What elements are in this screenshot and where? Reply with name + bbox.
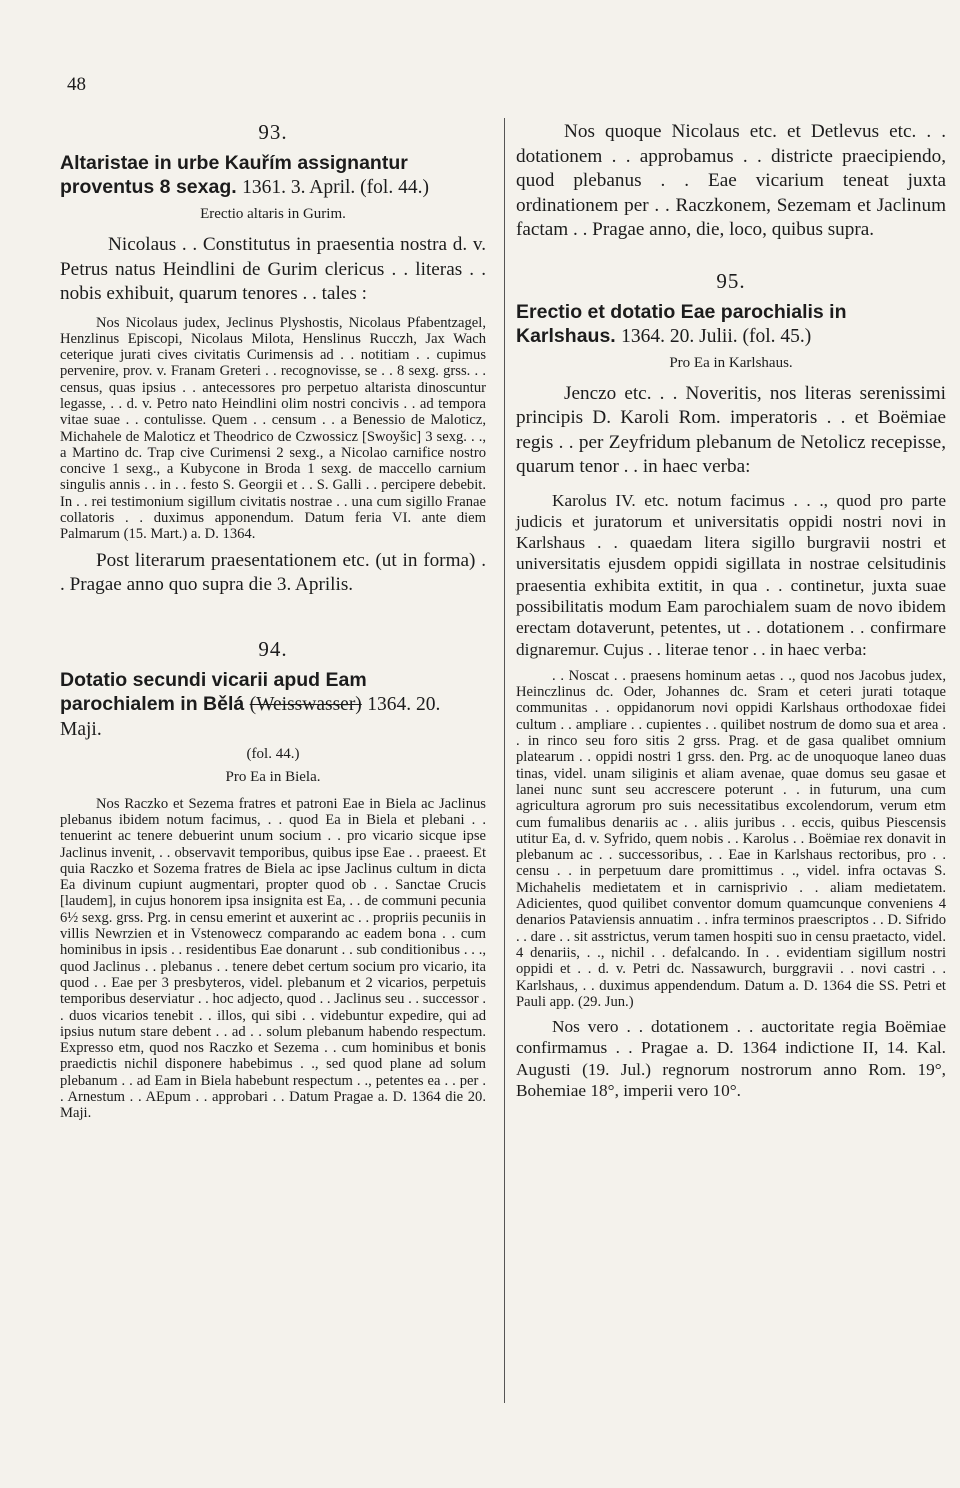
subhead-95: Pro Ea in Karlshaus. (669, 354, 793, 371)
closing-93: Post literarum praesentationem etc. (ut in forma) . . Pragae anno quo supra die 3. Aprilis. (60, 549, 486, 595)
subhead-93: Erectio altaris in Gurim. (200, 206, 346, 222)
document-number-95: 95. (716, 268, 746, 293)
subhead-94: Pro Ea in Biela. (225, 768, 321, 785)
intro-93: Nicolaus . . Constitutus in praesentia nostra d. v. Petrus natus Heindlini de Gurim clericus . . literas . . nobis exhibuit, quarum tenores . . tales : (60, 234, 486, 304)
heading-94-date: 1364. 20. Maji. (60, 693, 441, 740)
noscat-charter-95: . . Noscat . . praesens hominum aetas . ., quod nos Jacobus judex, Heinczlinus dc. Oder, Johannes dc. Sram et ceteri jurati totaque communitas . . oppidanorum novi oppidi Karlshaus orthodoxae fidei cultum . . ampliare . . cupientes . . quilibet nostrum de domo sua et area . . in rinco seu foro sitis 2 grss. Prag. et de gasa qualibet omnium platearum . . oppidi nostri 1 grss. den. Prg. ac de unoquoque laneo duas tinas, videl. unam siliginis et aliam avenae, quae domus seu gasae et lanei nunc sunt seu accrescere poterunt . . in futurum, una cum agricultura agrorum pro suis necessitatibus excolendorum, verum etm cum fumalibus denariis ac . . aliis juribus . . eccis, quibus Piescensis utitur Ea, d. v. Syfrido, quem nobis . . Karolus . . Boëmiae rex donavit in plebanum ac . . successoribus, . . Eae in Karlshaus rectoribus, pro . . censu . . in perpetuum dare promittimus . ., videl. infra octavas S. Michahelis medietatem et in carnisprivio . . aliam medietatem. Adicientes, quod quilibet conventor domum quamcunque conveniens 4 denarios Pataviensis annuatim . . infra terminos praescriptos . . D. Sifrido . . dare . . sit asstrictus, verum tamen hospiti suo in censu praetacto, videl. 4 denariis, . ., nichil . . defalcando. In . . evidentiam sigillum nostri oppidi et . . d. v. Petri dc. Nassawurch, burggravii . . novi castri . . Karlshaus, . . duximus appendendum. Datum a. D. 1364 die SS. Petri et Pauli app. (29. Jun.) (516, 667, 947, 1010)
heading-94-struck: (Weisswasser) (249, 693, 362, 715)
heading-95-title: Erectio et dotatio Eae parochialis in Karlshaus. (516, 300, 847, 347)
left-column (60, 120, 486, 1126)
heading-93-date: 1361. 3. April. (fol. 44.) (242, 177, 429, 198)
karolus-charter-95: Karolus IV. etc. notum facimus . . ., quod pro parte judicis et juratorum et universitatis oppidi nostri novi in Karlshaus . . quaedam litera sigillo burgravii nostri et universitatis ejusdem oppidi sigillata in nostrae celsitudinis praesentia exhibita extitit, in qua . . continetur, juxta suae possibilitatis modum Eam parochialem suam de novo ibidem erectam dotaverunt, petentes, ut . . dotationem . . confirmare dignaremur. Cujus . . literae tenor . . in haec verba: (516, 490, 946, 659)
body-94: Nos Raczko et Sezema fratres et patroni Eae in Biela ac Jaclinus plebanus ibidem notum facimus, . . quod Ea in Biela et plebani . . tenuerint ac tenere debuerint unum socium . . pro vicario sicque ipse Jaclinus invenit, . . observavit temporibus, quibus ipse Eae . . praeest. Et quia Raczko et Sozema fratres de Biela ac ipse Jaclinus cultum in dicta Ea divinum cupiunt augmentari, propter quod ob . . Sanctae Crucis [laudem], in cujus honorem ipsa insignita est Ea, . . de communi pecunia 6½ sexg. grss. Prg. in censu emerint et auxerint ac . . propriis pecuniis in villis Newrzien et in Vstenowecz comparando ac eadem bona . . cum hominibus in ipsis . . residentibus Eae donarunt . . sub conditionibus . . ., quod Jaclinus . . plebanus . . tenere debet certum socium pro vicario, ita quod . . Eae per 3 presbyteros, videl. plebanum et 2 vicarios, perpetuis temporibus deserviatur . . hoc adjecto, quod . . Jaclinus seu . . successor . . duos vicarios tenebit . . illos, qui sibi . . videbuntur expedire, qui ad ipsius nutum stare debent . . ad . . solum plebanum habendo respectum. Expresso etm, quod nos Raczko et Sezema . . cum hominibus et bonis praedictis nichil disponere habebimus . ., sed quod plane ad solum plebanum . . ad Eam in Biela habebunt respectum . ., petentes ea . . per . . Arnestum . . AEpum . . approbari . . Datum Pragae a. D. 1364 die 20. Maji. (60, 795, 486, 1122)
quoted-charter-93: Nos Nicolaus judex, Jeclinus Plyshostis, Nicolaus Pfabentzagel, Henzlinus Episcopi, Nicolaus Milota, Henslinus Rucczh, Jax Wach ceterique jurati cives civitatis Curimensis ad . . notitiam . . cupimus pervenire, prov. v. Franam Greteri . . recognovisse, se . . 8 sexg. grss. . . census, quas ipsius . . antecessores pro perpetuo altarista dinoscuntur legasse, . . d. v. Petro nato Heindlini olim nostri concivis . . ad tempora vitae suae . . contulisse. Quem . . censum . . a Benessio de Maloticz, Michahele de Maloticz et Theodrico de Czwossicz [Swoyšic] 3 sexg. . ., a Martino dc. Trap cive Curimensi 2 sexg., a Nicolao carnifice nostro concive 1 sexg., a Kubycone in Broda 1 sexg. de maccello carnium singulis annis . . in . . festo S. Georgii et . . S. Galli . . percipere debebit. In . . rei testimonium sigillum civitatis nostrae . . una cum sigillo Franae collatoris . . duximus apponendum. Datum feria VI. ante diem Palmarum (15. Mart.) a. D. 1364. (60, 314, 486, 543)
heading-93-title: Altaristae in urbe Kauřím assignantur proventus 8 sexag. (60, 152, 408, 198)
document-number-94: 94. (258, 636, 288, 661)
right-column (516, 120, 946, 1101)
column-divider (504, 118, 505, 1403)
page-number: 48 (67, 74, 86, 95)
document-number-93: 93. (258, 120, 288, 144)
heading-94-fol: (fol. 44.) (246, 745, 300, 762)
heading-94-title: Dotatio secundi vicarii apud Eam parochialem in Bělá (60, 668, 367, 715)
heading-95 (516, 300, 946, 349)
continuation-94: Nos quoque Nicolaus etc. et Detlevus etc. . . dotationem . . approbamus . . districte praecipiendo, quod plebanus . . Eae vicarium teneat juxta ordinationem per . . Raczkonem, Sezemam et Jaclinum factam . . Pragae anno, die, loco, quibus supra. (516, 121, 946, 240)
intro-95: Jenczo etc. . . Noveritis, nos literas serenissimi principis D. Karoli Rom. imperatoris . . et Boëmiae regis . . per Zeyfridum plebanum de Netolicz recepisse, quarum tenor . . in haec verba: (516, 382, 946, 477)
closing-95: Nos vero . . dotationem . . auctoritate regia Boëmiae confirmamus . . Pragae a. D. 1364 indictione II, 14. Kal. Augusti (19. Jul.) regnorum nostrorum anno Rom. 19°, Bohemiae 18°, imperii vero 10°. (516, 1017, 946, 1100)
heading-93 (60, 151, 486, 200)
heading-95-date: 1364. 20. Julii. (fol. 45.) (621, 325, 812, 347)
heading-94 (60, 668, 486, 742)
